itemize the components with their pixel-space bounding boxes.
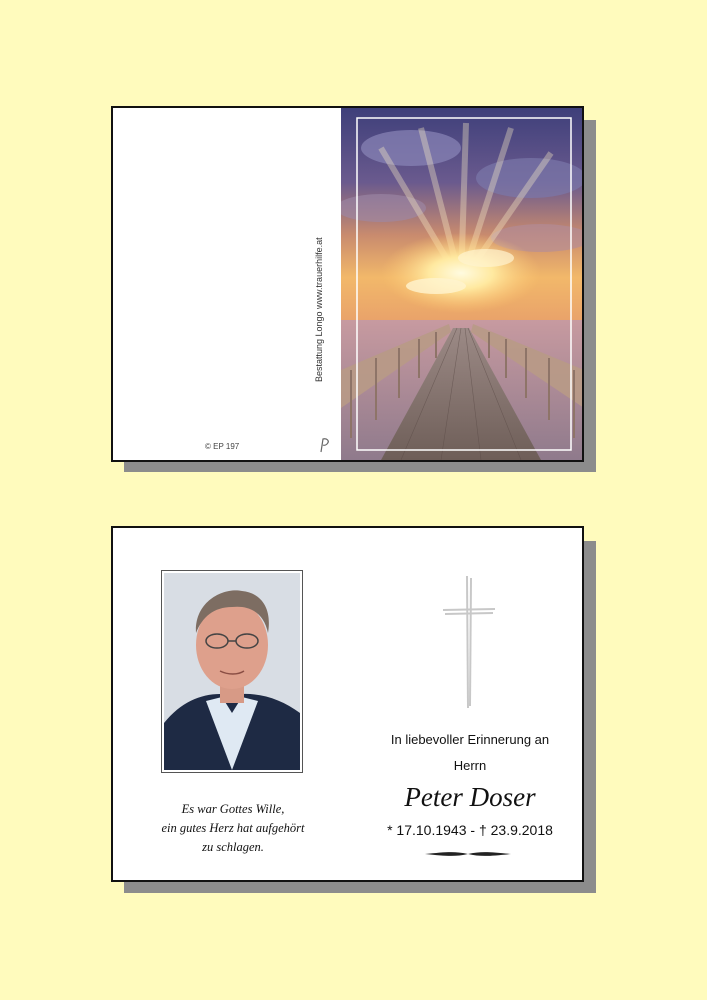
salutation: Herrn [453,758,487,773]
portrait-icon [164,573,300,770]
card-inside [111,526,584,882]
cross-icon [441,574,497,710]
sunset-pier-photo [341,108,584,460]
vertical-credit [313,132,325,382]
quote-line: ein gutes Herz hat aufgehört [161,821,305,835]
deceased-name: Peter Doser [404,782,536,812]
credit-text: Bestattung Longo www.trauerhilfe.at [314,237,324,382]
quote-line: Es war Gottes Wille, [181,802,285,816]
portrait-photo [161,570,303,773]
card-front [111,106,584,462]
publisher-logo-icon [317,436,333,454]
sunset-pier-icon [341,108,584,460]
memorial-intro: In liebevoller Erinnerung an [390,732,550,747]
quote [133,800,333,857]
life-dates: * 17.10.1943 - † 23.9.2018 [387,822,553,838]
copyright-text: © EP 197 [205,442,240,451]
quote-line: zu schlagen. [202,840,264,854]
ornament-divider-icon [425,850,511,858]
card-back-panel [113,108,341,460]
